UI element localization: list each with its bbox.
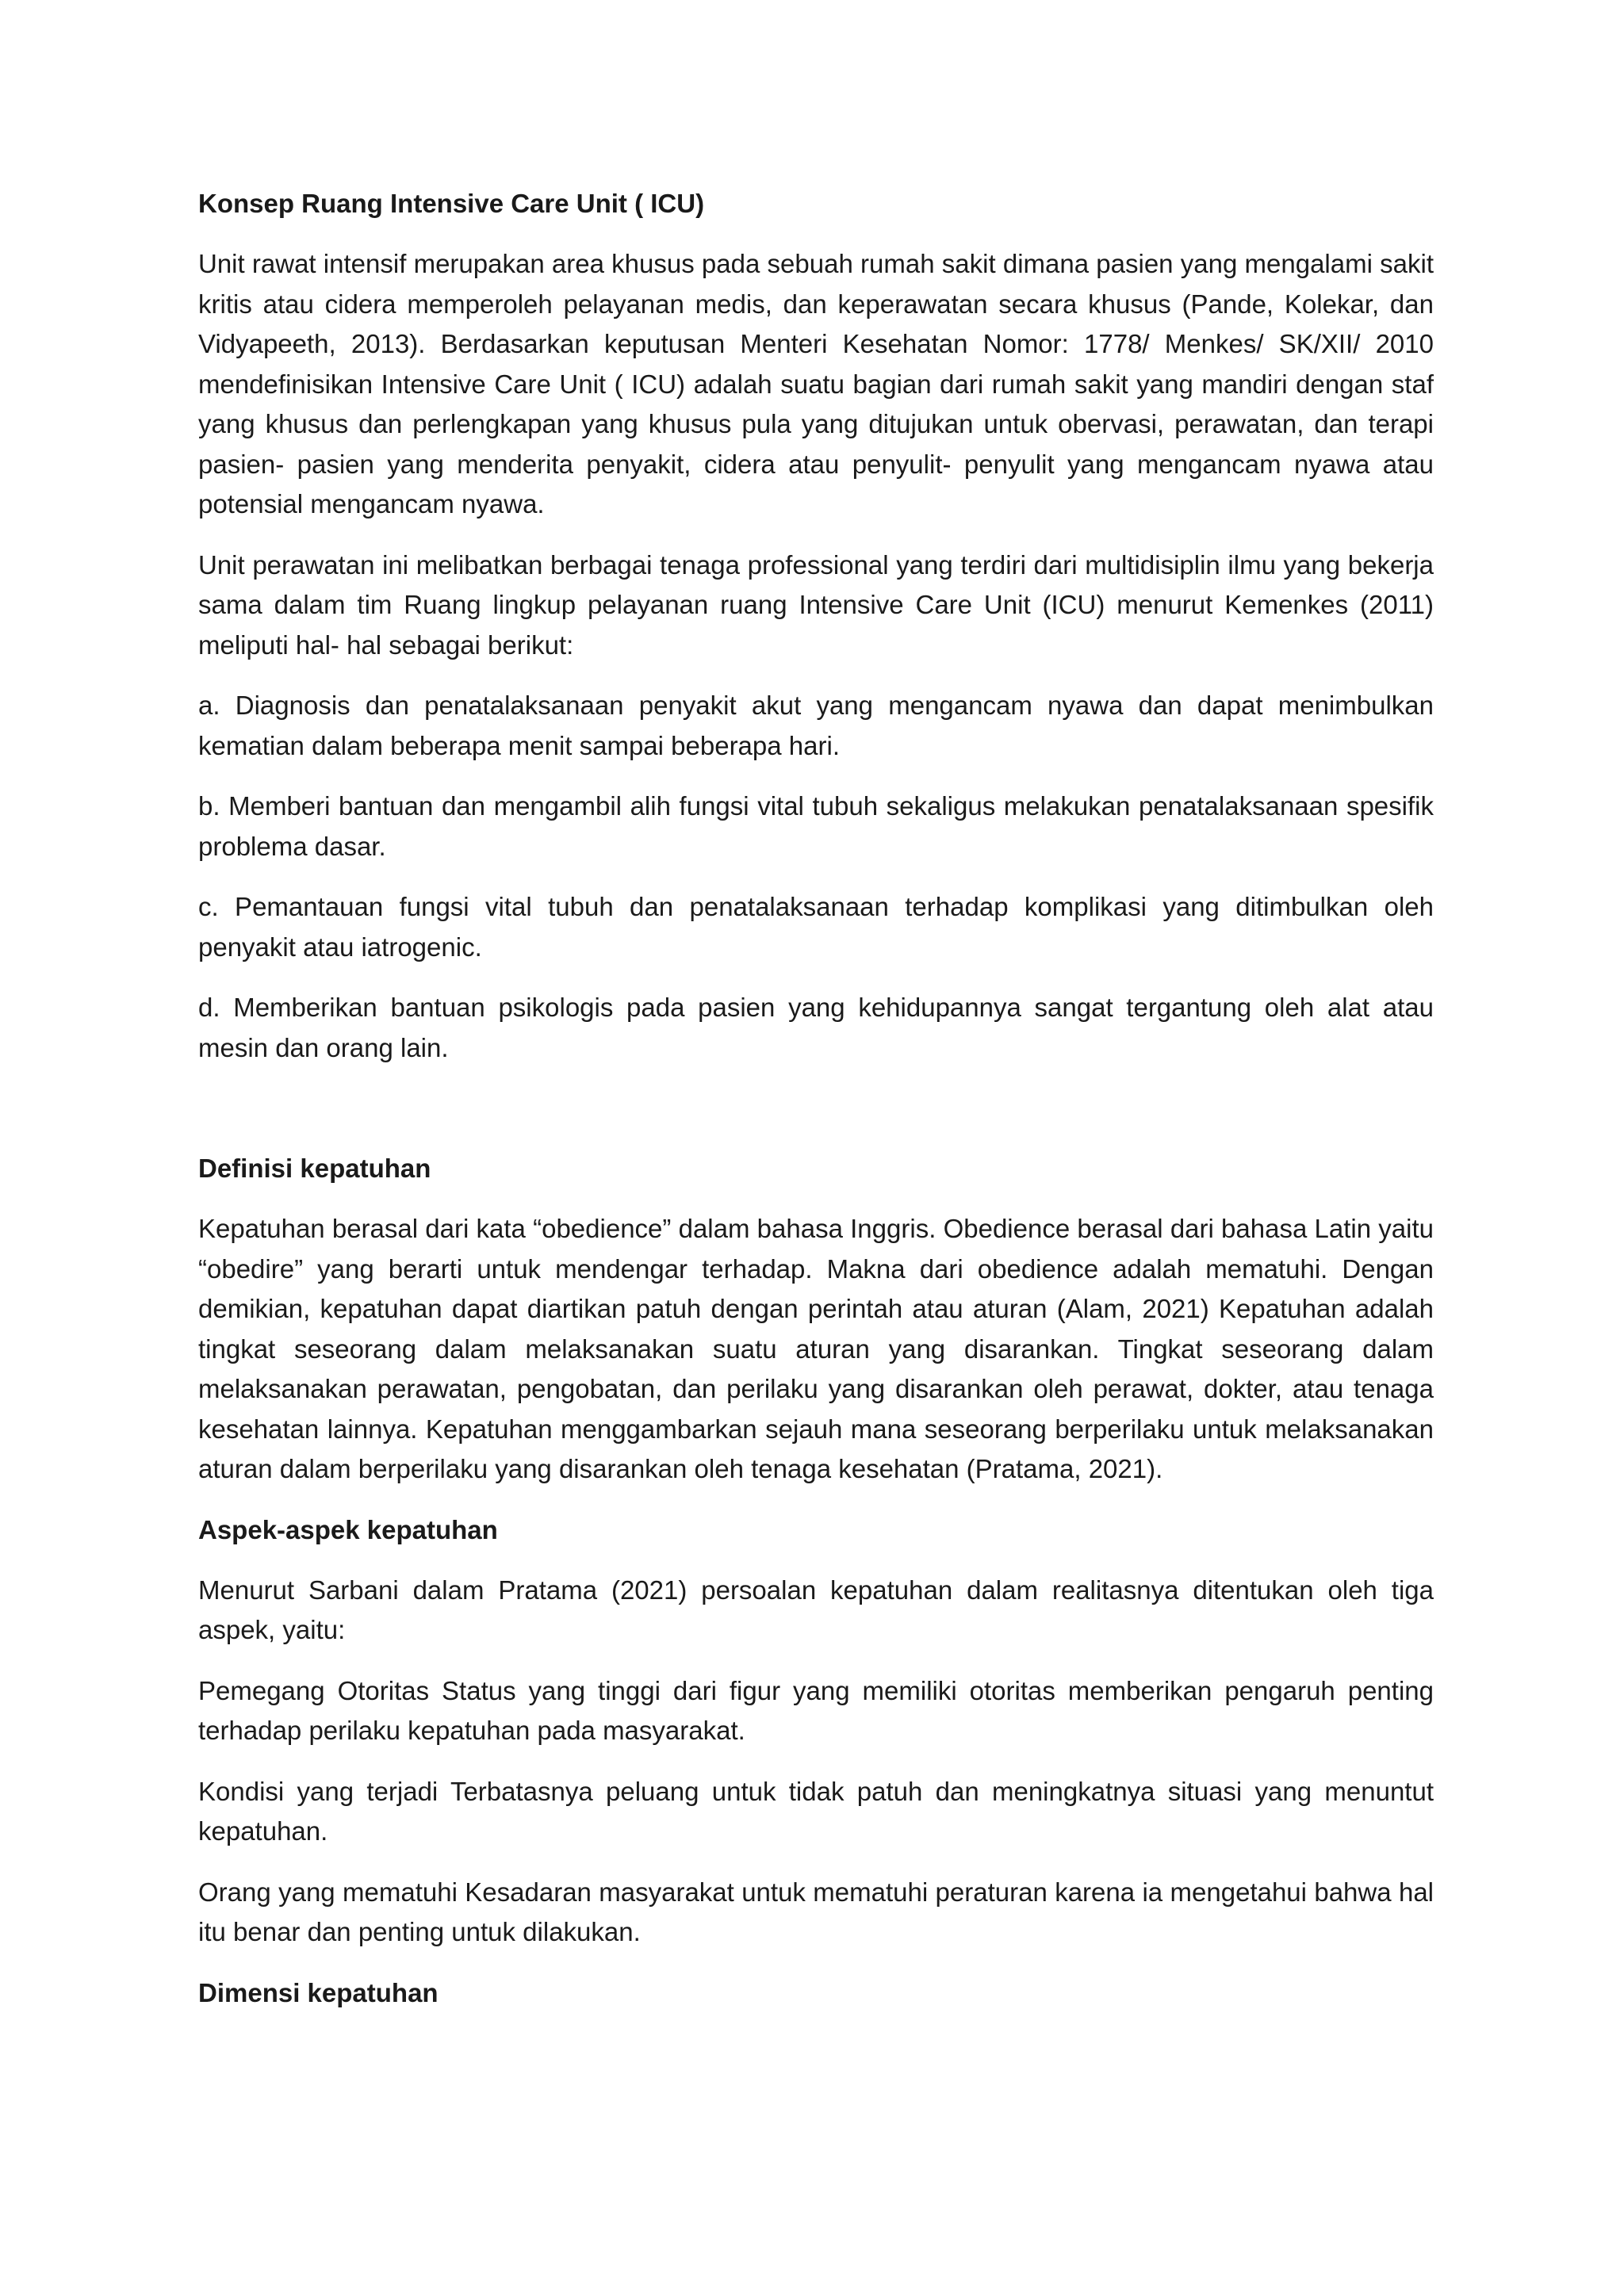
paragraph-aspek-kondisi: Kondisi yang terjadi Terbatasnya peluang untuk tidak patuh dan meningkatnya situasi yang menuntut kepatuhan. <box>198 1776 1434 1846</box>
list-item-a: a. Diagnosis dan penatalaksanaan penyakit akut yang mengancam nyawa dan dapat menimbulkan kematian dalam beberapa menit sampai beberapa hari. <box>198 691 1434 760</box>
document-page <box>198 184 1434 2034</box>
list-item-b: b. Memberi bantuan dan mengambil alih fungsi vital tubuh sekaligus melakukan penatalaksanaan spesifik problema dasar. <box>198 791 1434 861</box>
section-heading-dimensi: Dimensi kepatuhan <box>198 1977 439 2007</box>
list-item-d: d. Memberikan bantuan psikologis pada pasien yang kehidupannya sangat tergantung oleh alat atau mesin dan orang lain. <box>198 993 1434 1062</box>
paragraph-icu-scope: Unit perawatan ini melibatkan berbagai tenaga professional yang terdiri dari multidisiplin ilmu yang bekerja sama dalam tim Ruang lingkup pelayanan ruang Intensive Care Unit (ICU) menurut Kemenkes (2011) meliputi hal- hal sebagai berikut: <box>198 549 1434 660</box>
section-heading-icu: Konsep Ruang Intensive Care Unit ( ICU) <box>198 189 705 218</box>
blank-line <box>198 1089 1434 1149</box>
list-item-c: c. Pemantauan fungsi vital tubuh dan penatalaksanaan terhadap komplikasi yang ditimbulkan oleh penyakit atau iatrogenic. <box>198 892 1434 962</box>
paragraph-kepatuhan-definition: Kepatuhan berasal dari kata “obedience” dalam bahasa Inggris. Obedience berasal dari bahasa Latin yaitu “obedire” yang berarti untuk mendengar terhadap. Makna dari obedience adalah mematuhi. Dengan demikian, kepatuhan dapat diartikan patuh dengan perintah atau aturan (Alam, 2021) Kepatuhan adalah tingkat seseorang dalam melaksanakan suatu aturan yang disarankan. Tingkat seseorang dalam melaksanakan perawatan, pengobatan, dan perilaku yang disarankan oleh perawat, dokter, atau tenaga kesehatan lainnya. Kepatuhan menggambarkan sejauh mana seseorang berperilaku untuk melaksanakan aturan dalam berperilaku yang disarankan oleh tenaga kesehatan (Pratama, 2021). <box>198 1214 1434 1483</box>
paragraph-icu-definition: Unit rawat intensif merupakan area khusus pada sebuah rumah sakit dimana pasien yang mengalami sakit kritis atau cidera memperoleh pelayanan medis, dan keperawatan secara khusus (Pande, Kolekar, dan Vidyapeeth, 2013). Berdasarkan keputusan Menteri Kesehatan Nomor: 1778/ Menkes/ SK/XII/ 2010 mendefinisikan Intensive Care Unit ( ICU) adalah suatu bagian dari rumah sakit yang mandiri dengan staf yang khusus dan perlengkapan yang khusus pula yang ditujukan untuk obervasi, perawatan, dan terapi pasien- pasien yang menderita penyakit, cidera atau penyulit- penyulit yang mengancam nyawa atau potensial mengancam nyawa. <box>198 249 1434 519</box>
paragraph-aspek-otoritas: Pemegang Otoritas Status yang tinggi dari figur yang memiliki otoritas memberikan pengaruh penting terhadap perilaku kepatuhan pada masyarakat. <box>198 1675 1434 1745</box>
paragraph-aspek-orang: Orang yang mematuhi Kesadaran masyarakat untuk mematuhi peraturan karena ia mengetahui bahwa hal itu benar dan penting untuk dilakukan. <box>198 1877 1434 1946</box>
paragraph-aspek-intro: Menurut Sarbani dalam Pratama (2021) persoalan kepatuhan dalam realitasnya ditentukan oleh tiga aspek, yaitu: <box>198 1575 1434 1644</box>
section-heading-definisi: Definisi kepatuhan <box>198 1154 431 1183</box>
section-heading-aspek: Aspek-aspek kepatuhan <box>198 1514 498 1544</box>
